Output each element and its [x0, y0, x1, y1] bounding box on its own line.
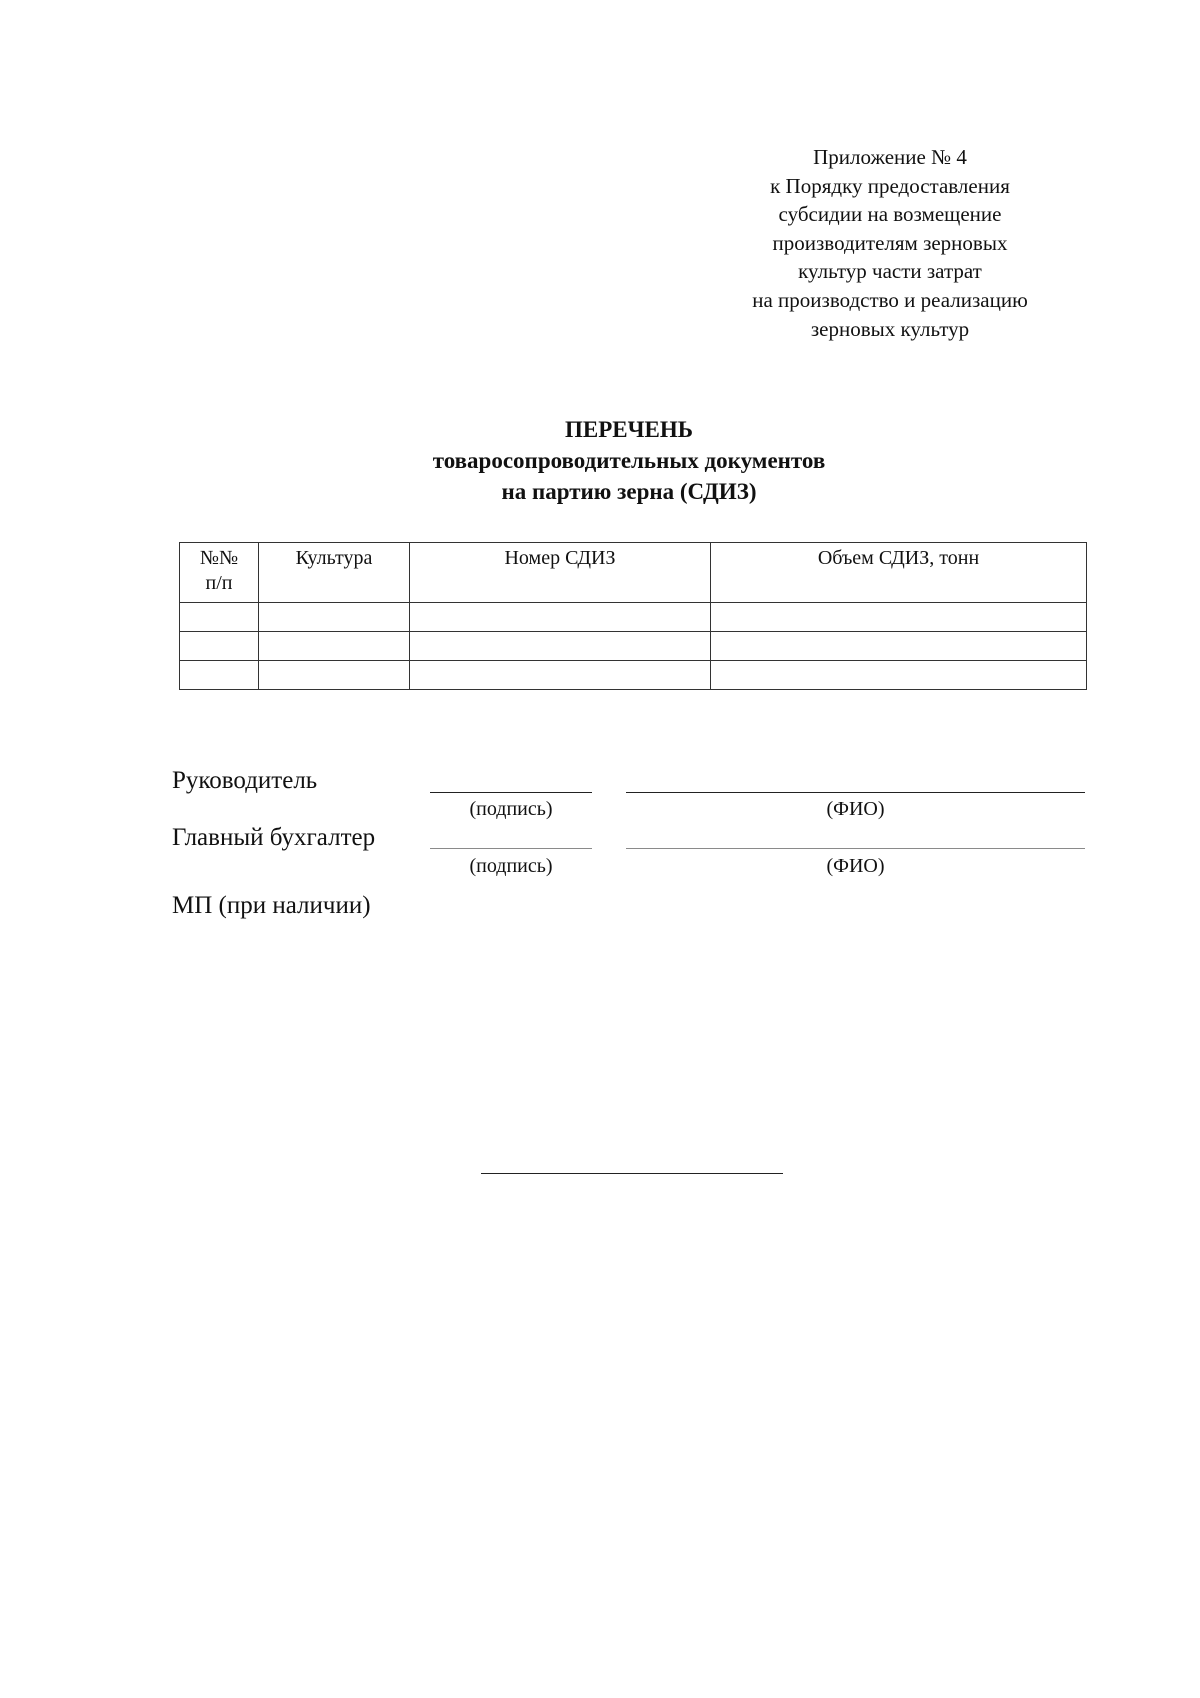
table-cell[interactable]	[410, 661, 711, 690]
appendix-line: культур части затрат	[798, 259, 982, 284]
table-row	[180, 603, 1087, 632]
table-cell[interactable]	[711, 661, 1087, 690]
head-fio-line[interactable]	[626, 792, 1085, 793]
accountant-fio-line[interactable]	[626, 848, 1085, 849]
table-header-row	[180, 543, 1087, 603]
table-cell[interactable]	[180, 603, 259, 632]
table-row	[180, 632, 1087, 661]
header-number-line-2: п/п	[205, 572, 233, 594]
table-cell[interactable]	[711, 603, 1087, 632]
table-cell[interactable]	[180, 632, 259, 661]
header-crop: Культура	[259, 543, 410, 603]
table-row	[180, 661, 1087, 690]
head-signature-caption: (подпись)	[469, 798, 553, 820]
head-fio-caption: (ФИО)	[826, 798, 885, 820]
table-cell[interactable]	[410, 603, 711, 632]
table-cell[interactable]	[410, 632, 711, 661]
table-cell[interactable]	[259, 632, 410, 661]
header-sdiz-volume: Объем СДИЗ, тонн	[711, 543, 1087, 603]
table-cell[interactable]	[711, 632, 1087, 661]
accountant-signature-caption: (подпись)	[469, 855, 553, 877]
table-cell[interactable]	[180, 661, 259, 690]
head-signature-line[interactable]	[430, 792, 592, 793]
accountant-label: Главный бухгалтер	[172, 824, 376, 851]
appendix-block	[700, 143, 1080, 343]
accountant-signature-line[interactable]	[430, 848, 592, 849]
sdiz-table	[179, 542, 1087, 690]
document-title	[0, 414, 1200, 507]
appendix-line: на производство и реализацию	[752, 287, 1028, 312]
table-cell[interactable]	[259, 661, 410, 690]
appendix-line: зерновых культур	[810, 316, 970, 341]
appendix-line: производителям зерновых	[772, 230, 1008, 255]
title-line-3: на партию зерна (СДИЗ)	[501, 479, 757, 504]
title-line-2: товаросопроводительных документов	[432, 448, 826, 473]
title-line-1: ПЕРЕЧЕНЬ	[565, 417, 693, 442]
table-cell[interactable]	[259, 603, 410, 632]
stamp-label: МП (при наличии)	[172, 892, 371, 919]
appendix-line: Приложение № 4	[813, 145, 967, 169]
head-label: Руководитель	[172, 767, 318, 794]
bottom-divider	[481, 1173, 783, 1174]
appendix-line: субсидии на возмещение	[778, 202, 1002, 227]
appendix-line: к Порядку предоставления	[770, 173, 1010, 198]
header-number	[180, 543, 259, 603]
accountant-fio-caption: (ФИО)	[826, 855, 885, 877]
header-number-line-1: №№	[199, 547, 239, 569]
header-sdiz-number: Номер СДИЗ	[410, 543, 711, 603]
